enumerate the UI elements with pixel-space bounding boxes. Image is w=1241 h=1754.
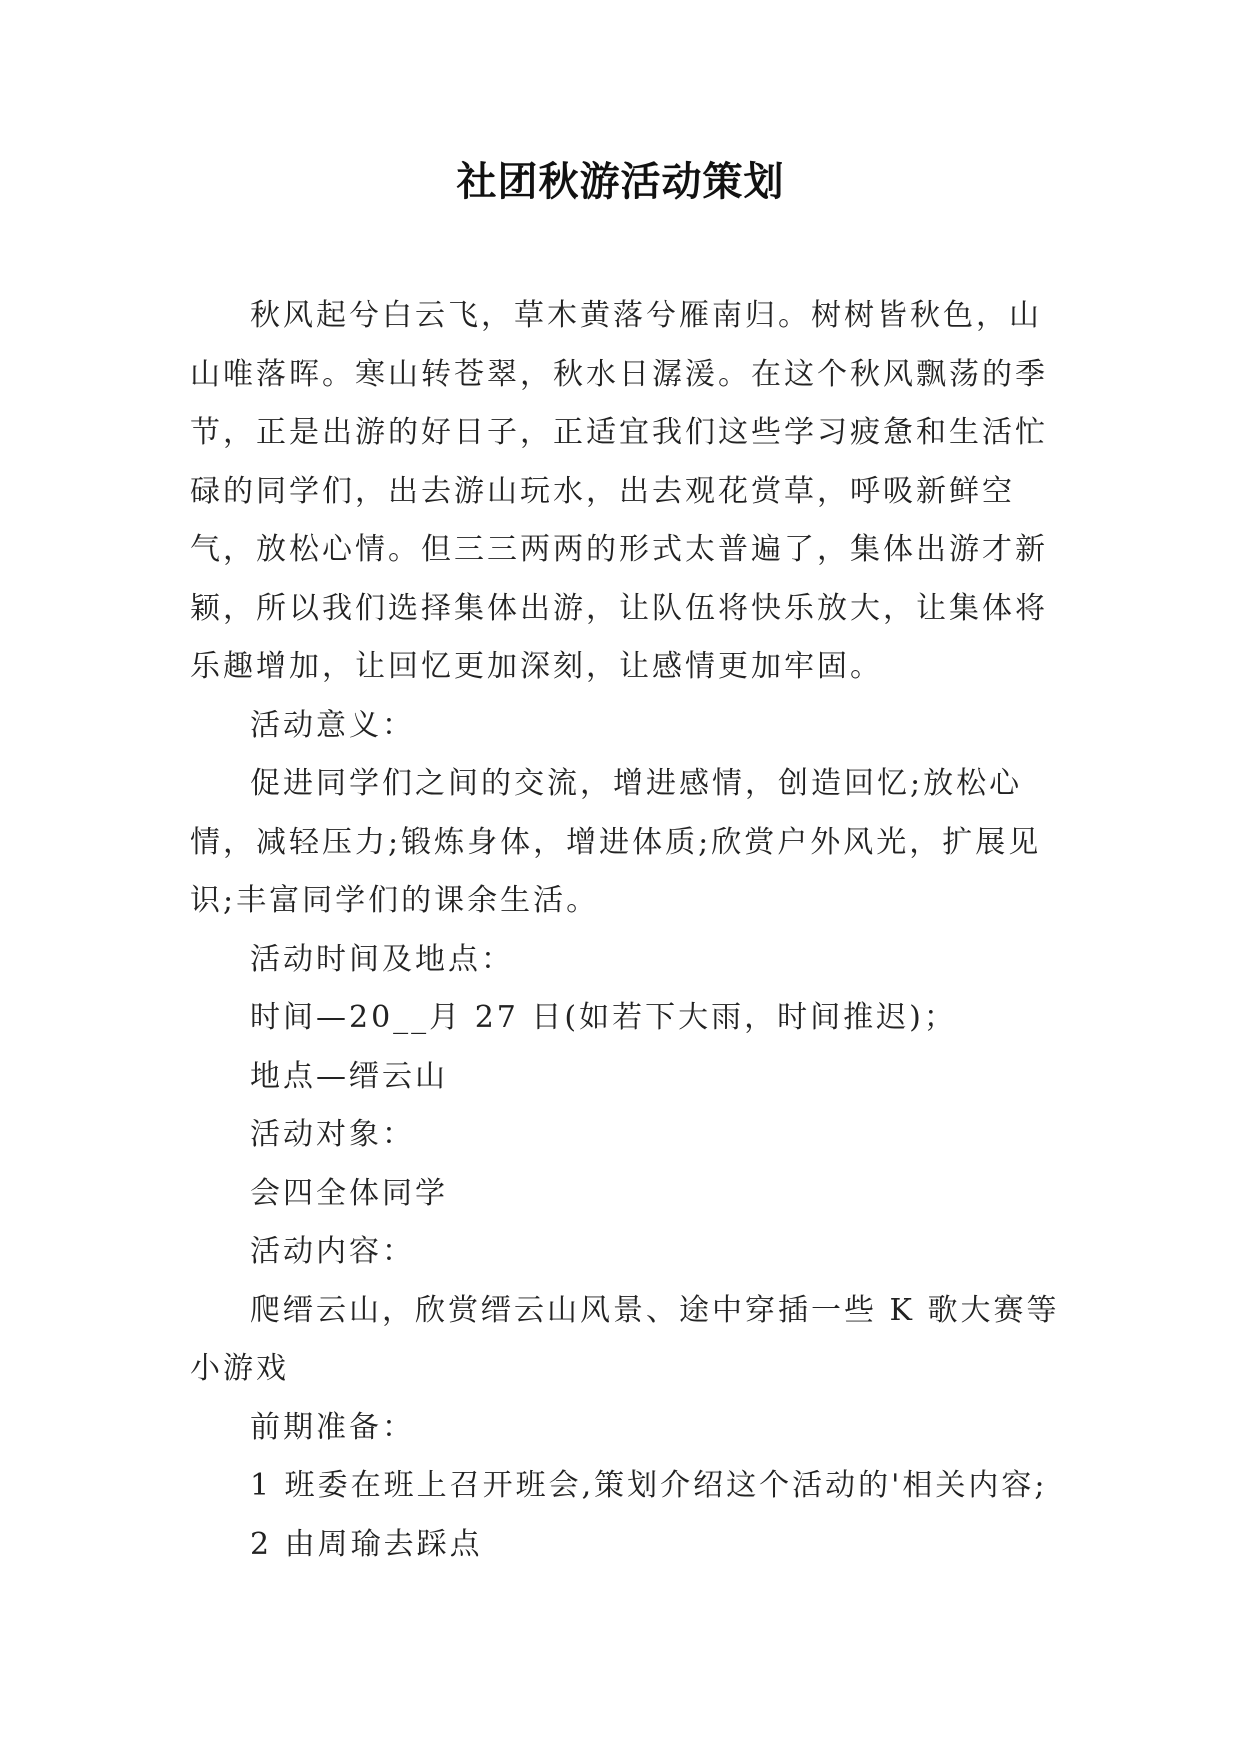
document-title: 社团秋游活动策划 (456, 158, 785, 205)
heading-time-and-place: 活动时间及地点： (250, 941, 514, 977)
heading-activity-significance: 活动意义： (250, 707, 415, 743)
heading-preparation: 前期准备： (250, 1409, 415, 1445)
paragraph-time: 时间—20__月 27 日(如若下大雨，时间推迟)； (250, 1000, 957, 1035)
paragraph-participants: 会四全体同学 (250, 1175, 448, 1211)
paragraph-preparation-2: 2 由周瑜去踩点 (250, 1526, 483, 1562)
paragraph-preparation-1: 1 班委在班上召开班会,策划介绍这个活动的'相关内容; (250, 1468, 1048, 1503)
paragraph-place: 地点—缙云山 (250, 1058, 448, 1094)
paragraph-intro: 秋风起兮白云飞，草木黄落兮雁南归。树树皆秋色，山山唯落晖。寒山转苍翠，秋水日潺湲。在这个秋风飘荡的季节，正是出游的好日子，正适宜我们这些学习疲惫和生活忙碌的同学们，出去游山玩水，出去观花赏草，呼吸新鲜空气，放松心情。但三三两两的形式太普遍了，集体出游才新颖，所以我们选择集体出游，让队伍将快乐放大，让集体将乐趣增加，让回忆更加深刻，让感情更加牢固。 (190, 298, 1048, 684)
paragraph-activity-significance: 促进同学们之间的交流，增进感情，创造回忆;放松心情，减轻压力;锻炼身体，增进体质;欣赏户外风光，扩展见识;丰富同学们的课余生活。 (190, 766, 1042, 918)
paragraph-activity-content: 爬缙云山，欣赏缙云山风景、途中穿插一些 K 歌大赛等小游戏 (190, 1292, 1060, 1386)
document-body (190, 287, 1060, 1574)
heading-activity-content: 活动内容： (250, 1234, 415, 1269)
heading-participants: 活动对象： (250, 1117, 415, 1152)
